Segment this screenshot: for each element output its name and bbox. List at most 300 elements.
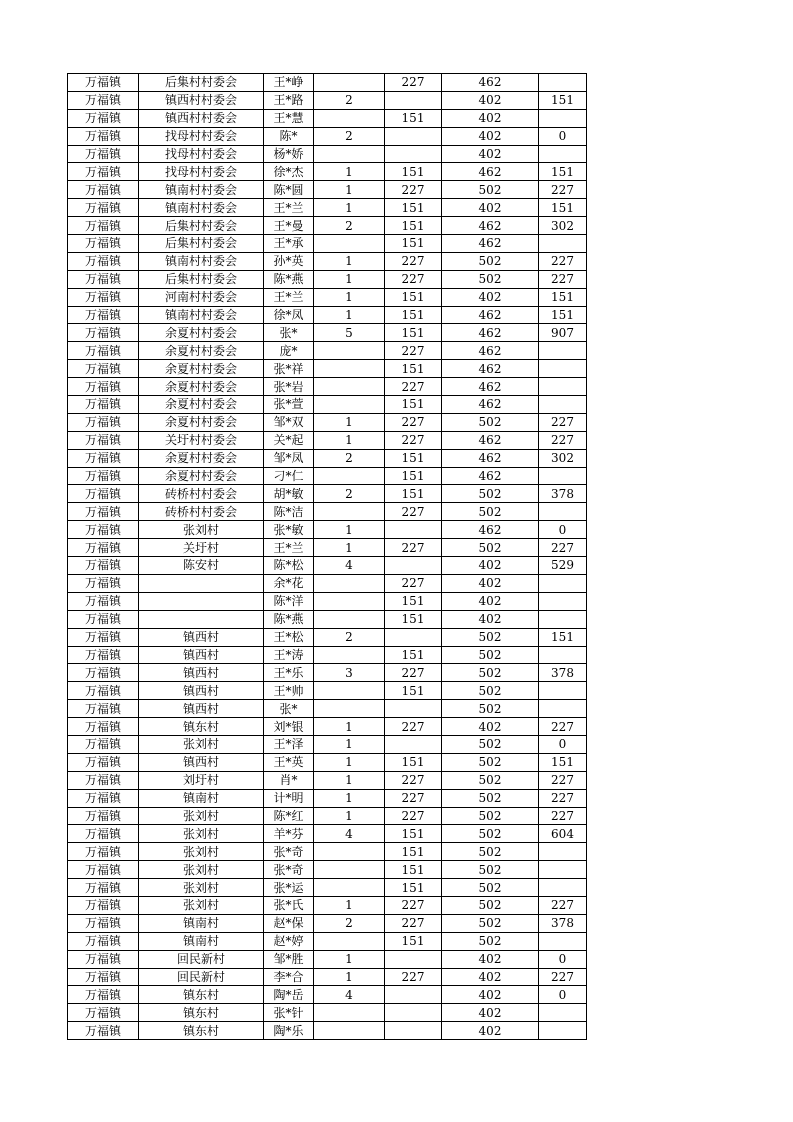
count-cell: 2	[314, 217, 385, 235]
person-cell: 张*萱	[264, 396, 314, 414]
count-cell	[314, 378, 385, 396]
table-row	[68, 342, 587, 360]
value-c-cell: 151	[539, 288, 587, 306]
data-table	[67, 73, 587, 1040]
town-cell: 万福镇	[68, 789, 139, 807]
table-row	[68, 503, 587, 521]
town-cell: 万福镇	[68, 342, 139, 360]
value-a-cell: 227	[385, 181, 442, 199]
village-cell: 镇南村	[139, 932, 264, 950]
value-c-cell: 151	[539, 199, 587, 217]
village-cell: 余夏村村委会	[139, 449, 264, 467]
table-row	[68, 700, 587, 718]
table-row	[68, 288, 587, 306]
value-b-cell: 502	[442, 789, 539, 807]
table-row	[68, 986, 587, 1004]
value-b-cell: 462	[442, 431, 539, 449]
person-cell: 王*涛	[264, 646, 314, 664]
value-c-cell: 151	[539, 628, 587, 646]
value-c-cell	[539, 592, 587, 610]
person-cell: 陈*燕	[264, 270, 314, 288]
person-cell: 王*承	[264, 235, 314, 253]
value-b-cell: 502	[442, 700, 539, 718]
count-cell	[314, 503, 385, 521]
table-row	[68, 771, 587, 789]
count-cell	[314, 396, 385, 414]
person-cell: 关*起	[264, 431, 314, 449]
value-a-cell	[385, 521, 442, 539]
table-row	[68, 825, 587, 843]
town-cell: 万福镇	[68, 503, 139, 521]
count-cell: 1	[314, 288, 385, 306]
table-row	[68, 163, 587, 181]
town-cell: 万福镇	[68, 324, 139, 342]
person-cell: 徐*杰	[264, 163, 314, 181]
value-c-cell: 0	[539, 950, 587, 968]
person-cell: 陶*乐	[264, 1022, 314, 1040]
value-b-cell: 502	[442, 896, 539, 914]
town-cell: 万福镇	[68, 467, 139, 485]
value-a-cell: 151	[385, 199, 442, 217]
town-cell: 万福镇	[68, 127, 139, 145]
value-c-cell	[539, 467, 587, 485]
count-cell	[314, 574, 385, 592]
value-b-cell: 502	[442, 861, 539, 879]
value-a-cell: 151	[385, 396, 442, 414]
value-a-cell: 227	[385, 574, 442, 592]
town-cell: 万福镇	[68, 771, 139, 789]
count-cell: 1	[314, 950, 385, 968]
village-cell: 余夏村村委会	[139, 413, 264, 431]
count-cell	[314, 682, 385, 700]
value-c-cell	[539, 610, 587, 628]
person-cell: 胡*敏	[264, 485, 314, 503]
town-cell: 万福镇	[68, 896, 139, 914]
value-b-cell: 502	[442, 879, 539, 897]
count-cell: 5	[314, 324, 385, 342]
village-cell: 找母村村委会	[139, 127, 264, 145]
value-b-cell: 502	[442, 771, 539, 789]
count-cell: 1	[314, 753, 385, 771]
value-c-cell	[539, 1004, 587, 1022]
person-cell: 计*明	[264, 789, 314, 807]
value-c-cell: 378	[539, 664, 587, 682]
person-cell: 孙*英	[264, 252, 314, 270]
village-cell: 张刘村	[139, 861, 264, 879]
value-b-cell: 402	[442, 199, 539, 217]
table-row	[68, 861, 587, 879]
table-row	[68, 485, 587, 503]
value-a-cell: 151	[385, 163, 442, 181]
value-b-cell: 402	[442, 91, 539, 109]
table-row	[68, 610, 587, 628]
table-row	[68, 896, 587, 914]
table-row	[68, 306, 587, 324]
town-cell: 万福镇	[68, 574, 139, 592]
value-c-cell	[539, 360, 587, 378]
person-cell: 肖*	[264, 771, 314, 789]
value-c-cell	[539, 235, 587, 253]
value-a-cell: 227	[385, 539, 442, 557]
count-cell: 1	[314, 431, 385, 449]
person-cell: 王*路	[264, 91, 314, 109]
value-c-cell: 227	[539, 181, 587, 199]
value-b-cell: 502	[442, 825, 539, 843]
count-cell	[314, 843, 385, 861]
value-c-cell: 227	[539, 413, 587, 431]
value-b-cell: 462	[442, 217, 539, 235]
value-b-cell: 462	[442, 306, 539, 324]
person-cell: 王*松	[264, 628, 314, 646]
town-cell: 万福镇	[68, 807, 139, 825]
value-a-cell: 151	[385, 306, 442, 324]
count-cell	[314, 646, 385, 664]
count-cell	[314, 932, 385, 950]
table-row	[68, 968, 587, 986]
value-c-cell: 604	[539, 825, 587, 843]
count-cell: 1	[314, 896, 385, 914]
table-row	[68, 431, 587, 449]
value-b-cell: 462	[442, 163, 539, 181]
town-cell: 万福镇	[68, 1022, 139, 1040]
table-row	[68, 127, 587, 145]
person-cell: 王*慧	[264, 109, 314, 127]
count-cell: 1	[314, 968, 385, 986]
value-c-cell: 227	[539, 968, 587, 986]
value-c-cell	[539, 503, 587, 521]
village-cell: 关圩村	[139, 539, 264, 557]
value-c-cell: 378	[539, 485, 587, 503]
value-a-cell: 227	[385, 789, 442, 807]
town-cell: 万福镇	[68, 932, 139, 950]
town-cell: 万福镇	[68, 235, 139, 253]
village-cell: 余夏村村委会	[139, 396, 264, 414]
value-b-cell: 502	[442, 628, 539, 646]
table-row	[68, 718, 587, 736]
count-cell: 4	[314, 557, 385, 575]
village-cell	[139, 610, 264, 628]
value-a-cell: 227	[385, 896, 442, 914]
person-cell: 陶*岳	[264, 986, 314, 1004]
value-b-cell: 402	[442, 610, 539, 628]
value-c-cell	[539, 879, 587, 897]
count-cell	[314, 360, 385, 378]
count-cell: 2	[314, 628, 385, 646]
value-a-cell: 151	[385, 879, 442, 897]
table-row	[68, 1004, 587, 1022]
village-cell: 镇西村	[139, 753, 264, 771]
count-cell: 4	[314, 986, 385, 1004]
person-cell: 邹*胜	[264, 950, 314, 968]
value-b-cell: 502	[442, 270, 539, 288]
town-cell: 万福镇	[68, 199, 139, 217]
value-c-cell: 227	[539, 252, 587, 270]
town-cell: 万福镇	[68, 539, 139, 557]
town-cell: 万福镇	[68, 664, 139, 682]
town-cell: 万福镇	[68, 74, 139, 92]
value-a-cell	[385, 950, 442, 968]
town-cell: 万福镇	[68, 431, 139, 449]
town-cell: 万福镇	[68, 252, 139, 270]
town-cell: 万福镇	[68, 270, 139, 288]
person-cell: 王*帅	[264, 682, 314, 700]
count-cell	[314, 610, 385, 628]
value-a-cell: 151	[385, 825, 442, 843]
value-c-cell: 0	[539, 735, 587, 753]
village-cell: 张刘村	[139, 896, 264, 914]
village-cell: 镇南村村委会	[139, 199, 264, 217]
town-cell: 万福镇	[68, 1004, 139, 1022]
value-c-cell: 227	[539, 539, 587, 557]
person-cell: 王*泽	[264, 735, 314, 753]
town-cell: 万福镇	[68, 109, 139, 127]
person-cell: 王*英	[264, 753, 314, 771]
village-cell	[139, 574, 264, 592]
value-a-cell: 227	[385, 270, 442, 288]
value-c-cell	[539, 646, 587, 664]
village-cell: 镇南村	[139, 914, 264, 932]
person-cell: 赵*婷	[264, 932, 314, 950]
town-cell: 万福镇	[68, 825, 139, 843]
village-cell: 余夏村村委会	[139, 342, 264, 360]
value-c-cell: 302	[539, 449, 587, 467]
count-cell: 1	[314, 199, 385, 217]
village-cell: 镇西村	[139, 682, 264, 700]
value-c-cell: 151	[539, 753, 587, 771]
value-b-cell: 402	[442, 1004, 539, 1022]
village-cell: 镇西村	[139, 700, 264, 718]
village-cell: 张刘村	[139, 521, 264, 539]
value-a-cell: 151	[385, 861, 442, 879]
table-row	[68, 1022, 587, 1040]
value-a-cell: 151	[385, 449, 442, 467]
table-row	[68, 467, 587, 485]
value-c-cell: 302	[539, 217, 587, 235]
value-b-cell: 502	[442, 682, 539, 700]
value-b-cell: 402	[442, 288, 539, 306]
village-cell: 张刘村	[139, 825, 264, 843]
value-a-cell: 151	[385, 682, 442, 700]
value-b-cell: 502	[442, 932, 539, 950]
value-c-cell	[539, 682, 587, 700]
count-cell	[314, 700, 385, 718]
village-cell: 后集村村委会	[139, 217, 264, 235]
table-row	[68, 449, 587, 467]
value-b-cell: 502	[442, 252, 539, 270]
village-cell: 镇南村村委会	[139, 181, 264, 199]
count-cell: 1	[314, 521, 385, 539]
value-b-cell: 502	[442, 646, 539, 664]
value-b-cell: 462	[442, 324, 539, 342]
count-cell	[314, 1004, 385, 1022]
village-cell: 后集村村委会	[139, 235, 264, 253]
table-row	[68, 879, 587, 897]
town-cell: 万福镇	[68, 628, 139, 646]
value-a-cell: 227	[385, 252, 442, 270]
value-b-cell: 502	[442, 914, 539, 932]
count-cell	[314, 74, 385, 92]
person-cell: 陈*松	[264, 557, 314, 575]
person-cell: 张*运	[264, 879, 314, 897]
value-a-cell: 227	[385, 413, 442, 431]
table-row	[68, 574, 587, 592]
count-cell: 1	[314, 252, 385, 270]
value-b-cell: 462	[442, 342, 539, 360]
village-cell: 后集村村委会	[139, 270, 264, 288]
value-a-cell: 227	[385, 74, 442, 92]
value-b-cell: 462	[442, 449, 539, 467]
value-b-cell: 402	[442, 968, 539, 986]
village-cell: 砖桥村村委会	[139, 485, 264, 503]
village-cell	[139, 592, 264, 610]
value-c-cell: 227	[539, 431, 587, 449]
count-cell: 1	[314, 181, 385, 199]
table-row	[68, 413, 587, 431]
value-c-cell	[539, 843, 587, 861]
table-row	[68, 360, 587, 378]
person-cell: 张*	[264, 324, 314, 342]
value-c-cell: 227	[539, 718, 587, 736]
table-row	[68, 789, 587, 807]
person-cell: 陈*洁	[264, 503, 314, 521]
value-c-cell: 227	[539, 771, 587, 789]
person-cell: 张*敏	[264, 521, 314, 539]
person-cell: 邹*凤	[264, 449, 314, 467]
value-a-cell	[385, 986, 442, 1004]
table-row	[68, 682, 587, 700]
village-cell: 余夏村村委会	[139, 378, 264, 396]
village-cell: 关圩村村委会	[139, 431, 264, 449]
town-cell: 万福镇	[68, 145, 139, 163]
person-cell: 徐*凤	[264, 306, 314, 324]
person-cell: 陈*圆	[264, 181, 314, 199]
table-row	[68, 145, 587, 163]
count-cell: 1	[314, 306, 385, 324]
person-cell: 张*奇	[264, 843, 314, 861]
village-cell: 镇东村	[139, 1022, 264, 1040]
value-b-cell: 402	[442, 950, 539, 968]
village-cell: 张刘村	[139, 807, 264, 825]
table-row	[68, 74, 587, 92]
count-cell: 1	[314, 771, 385, 789]
table-body	[68, 74, 587, 1040]
table-row	[68, 109, 587, 127]
value-b-cell: 502	[442, 181, 539, 199]
person-cell: 羊*芬	[264, 825, 314, 843]
town-cell: 万福镇	[68, 378, 139, 396]
village-cell: 河南村村委会	[139, 288, 264, 306]
village-cell: 镇南村村委会	[139, 306, 264, 324]
value-a-cell: 151	[385, 467, 442, 485]
town-cell: 万福镇	[68, 163, 139, 181]
value-c-cell: 0	[539, 986, 587, 1004]
table-row	[68, 664, 587, 682]
value-a-cell	[385, 127, 442, 145]
value-c-cell	[539, 145, 587, 163]
person-cell: 王*兰	[264, 288, 314, 306]
value-c-cell	[539, 342, 587, 360]
person-cell: 王*乐	[264, 664, 314, 682]
count-cell: 2	[314, 91, 385, 109]
town-cell: 万福镇	[68, 879, 139, 897]
person-cell: 李*合	[264, 968, 314, 986]
value-c-cell: 227	[539, 270, 587, 288]
village-cell: 镇西村村委会	[139, 91, 264, 109]
count-cell: 2	[314, 914, 385, 932]
table-row	[68, 557, 587, 575]
value-a-cell: 151	[385, 217, 442, 235]
value-a-cell: 151	[385, 235, 442, 253]
value-a-cell	[385, 735, 442, 753]
value-a-cell: 227	[385, 342, 442, 360]
value-c-cell: 907	[539, 324, 587, 342]
person-cell: 余*花	[264, 574, 314, 592]
table-row	[68, 628, 587, 646]
person-cell: 王*峥	[264, 74, 314, 92]
town-cell: 万福镇	[68, 968, 139, 986]
village-cell: 找母村村委会	[139, 163, 264, 181]
count-cell: 2	[314, 127, 385, 145]
town-cell: 万福镇	[68, 682, 139, 700]
value-a-cell: 151	[385, 592, 442, 610]
table-row	[68, 592, 587, 610]
table-row	[68, 539, 587, 557]
person-cell: 刁*仁	[264, 467, 314, 485]
value-b-cell: 402	[442, 1022, 539, 1040]
value-a-cell: 151	[385, 109, 442, 127]
town-cell: 万福镇	[68, 181, 139, 199]
value-a-cell: 227	[385, 914, 442, 932]
person-cell: 陈*洋	[264, 592, 314, 610]
town-cell: 万福镇	[68, 700, 139, 718]
village-cell: 张刘村	[139, 879, 264, 897]
value-a-cell: 151	[385, 646, 442, 664]
count-cell	[314, 861, 385, 879]
value-a-cell: 227	[385, 968, 442, 986]
table-row	[68, 91, 587, 109]
count-cell: 1	[314, 163, 385, 181]
value-a-cell	[385, 145, 442, 163]
table-row	[68, 217, 587, 235]
value-a-cell	[385, 700, 442, 718]
town-cell: 万福镇	[68, 485, 139, 503]
table-row	[68, 646, 587, 664]
person-cell: 张*祥	[264, 360, 314, 378]
town-cell: 万福镇	[68, 396, 139, 414]
value-c-cell	[539, 378, 587, 396]
count-cell: 1	[314, 718, 385, 736]
table-row	[68, 807, 587, 825]
person-cell: 王*兰	[264, 199, 314, 217]
village-cell: 后集村村委会	[139, 74, 264, 92]
value-a-cell: 151	[385, 360, 442, 378]
village-cell: 镇西村	[139, 628, 264, 646]
village-cell: 回民新村	[139, 968, 264, 986]
value-c-cell: 151	[539, 306, 587, 324]
value-c-cell	[539, 932, 587, 950]
village-cell: 余夏村村委会	[139, 467, 264, 485]
value-b-cell: 402	[442, 986, 539, 1004]
table-row	[68, 932, 587, 950]
count-cell: 3	[314, 664, 385, 682]
value-b-cell: 402	[442, 557, 539, 575]
town-cell: 万福镇	[68, 861, 139, 879]
person-cell: 邹*双	[264, 413, 314, 431]
table-row	[68, 252, 587, 270]
value-c-cell: 0	[539, 521, 587, 539]
value-a-cell: 227	[385, 807, 442, 825]
count-cell	[314, 879, 385, 897]
